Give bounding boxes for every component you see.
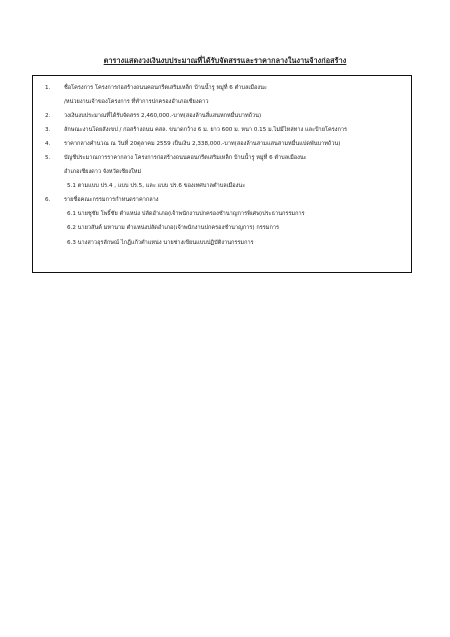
document-title: ตารางแสดงวงเงินงบประมาณที่ได้รับจัดสรรและราคากลางในงานจ้างก่อสร้าง bbox=[103, 56, 347, 65]
item-5-number: 5. bbox=[45, 155, 51, 161]
item-5-line-1: บัญชีประมาณการราคากลาง โครงการก่อสร้างถนนคอนกรีตเสริมเหล็ก บ้านน้ำรู หมู่ที่ 6 ตำบลเมืองนะ bbox=[64, 155, 307, 161]
item-2-number: 2. bbox=[45, 113, 51, 119]
item-5-line-2: อำเภอเชียงดาว จังหวัดเชียงใหม่ bbox=[64, 169, 142, 175]
item-6-number: 6. bbox=[45, 197, 51, 203]
item-6-line-1: รายชื่อคณะกรรมการกำหนดราคากลาง bbox=[64, 197, 159, 203]
item-1-line-1: ชื่อโครงการ โครงการก่อสร้างถนนคอนกรีตเสริมเหล็ก บ้านน้ำรู หมู่ที่ 6 ตำบลเมืองนะ bbox=[64, 85, 267, 91]
item-4-line-1: ราคากลางคำนวณ ณ วันที่ 20ตุลาคม 2559 เป็นเงิน 2,338,000.-บาท(สองล้านสามแสนสามหมื่นแปดพันบาทถ้วน) bbox=[64, 141, 341, 147]
item-1-line-2: /หน่วยงานเจ้าของโครงการ ที่ทำการปกครองอำเภอเชียงดาว bbox=[64, 99, 209, 105]
item-5-subitem-1: 5.1 ตามแบบ ปร.4 , แบบ ปร.5, และ แบบ ปร.6 ของเทศบาลตำบลเมืองนะ bbox=[67, 183, 246, 189]
item-6-subitem-3: 6.3 นางสาวอุรลักษณ์ ไกฎีแก้วตำแหน่ง นายช่างเขียนแบบปฏิบัติงานกรรมการ bbox=[67, 240, 254, 246]
content-box bbox=[32, 75, 412, 273]
item-6-subitem-1: 6.1 นายชูชัย โพธิ์ชัย ตำแหน่ง ปลัดอำเภอ(เจ้าพนักงานปกครองชำนาญการพิเศษ)ประธานกรรมการ bbox=[67, 211, 305, 217]
item-6-subitem-2: 6.2 นายวสันต์ มหานาม ตำแหน่งปลัดอำเภอ(เจ้าพนักงานปกครองชำนาญการ) กรรมการ bbox=[67, 225, 280, 231]
item-3-number: 3. bbox=[45, 127, 51, 133]
item-4-number: 4. bbox=[45, 141, 51, 147]
item-1-number: 1. bbox=[45, 85, 51, 91]
item-3-line-1: ลักษณะงานโดยสังเขป / ก่อสร้างถนน คสล. ขนาดกว้าง 6 ม. ยาว 600 ม. หนา 0.15 ม.ไม่มีไหล่ทาง และป้ายโครงการ bbox=[64, 127, 347, 133]
item-2-line-1: วงเงินงบประมาณที่ได้รับจัดสรร 2,460,000.-บาท(สองล้านสี่แสนหกหมื่นบาทถ้วน) bbox=[64, 113, 262, 119]
